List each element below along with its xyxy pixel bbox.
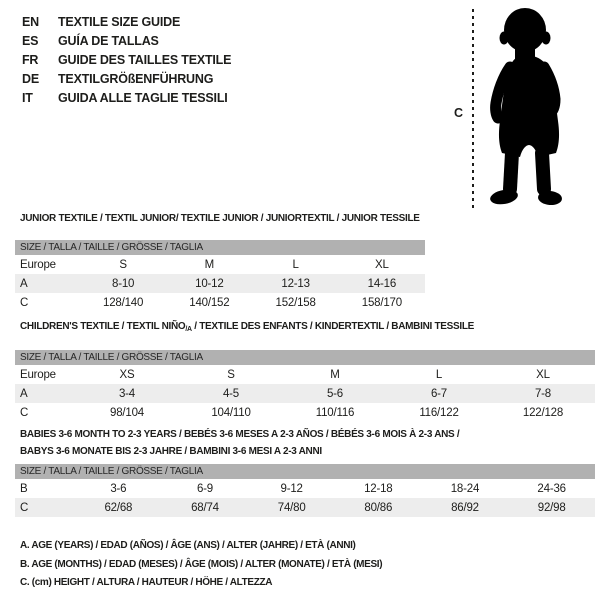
language-row — [22, 32, 231, 51]
section-title-subscript: /A — [185, 326, 192, 333]
footnote-line: C. (cm) HEIGHT / ALTURA / HAUTEUR / HÖHE / ALTEZZA — [20, 577, 273, 588]
language-code: EN — [22, 15, 39, 29]
language-label: TEXTILE SIZE GUIDE — [58, 15, 181, 29]
section-title — [15, 320, 595, 337]
language-code: DE — [22, 72, 39, 86]
language-label: GUIDA ALLE TAGLIE TESSILI — [58, 91, 228, 105]
value-cell: 98/104 — [110, 406, 144, 419]
babies-textile-section — [15, 426, 595, 517]
baby-silhouette-image — [482, 5, 578, 209]
size-table — [15, 255, 425, 312]
value-cell: S — [119, 258, 127, 271]
value-cell: 5-6 — [326, 387, 344, 400]
language-row — [22, 51, 231, 70]
table-row — [15, 479, 595, 498]
section-title — [15, 212, 425, 226]
row-label-cell: A — [20, 387, 28, 400]
language-code: FR — [22, 53, 39, 67]
value-cell: 4-5 — [222, 387, 240, 400]
value-cell: 110/116 — [315, 406, 355, 419]
section-title-text: CHILDREN'S TEXTILE / TEXTIL NIÑO — [20, 321, 186, 332]
value-cell: 9-12 — [280, 482, 303, 495]
value-cell: 8-10 — [112, 277, 135, 290]
section-title-line — [20, 426, 595, 443]
value-cell: 6-7 — [430, 387, 448, 400]
section-title — [15, 426, 595, 460]
value-cell: 7-8 — [534, 387, 552, 400]
language-label: TEXTILGRÖßENFÜHRUNG — [58, 72, 214, 86]
value-cell: M — [330, 368, 340, 381]
section-title-text: JUNIOR TEXTILE / TEXTIL JUNIOR/ TEXTILE JUNIOR / JUNIORTEXTIL / JUNIOR TESSILE — [20, 213, 420, 224]
childrens-textile-section — [15, 320, 595, 422]
language-row — [22, 13, 231, 32]
baby-silhouette — [482, 5, 578, 209]
value-cell: M — [204, 258, 215, 271]
size-header-bar: SIZE / TALLA / TAILLE / GRÖSSE / TAGLIA — [15, 350, 595, 365]
value-cell: 62/68 — [104, 501, 133, 514]
language-label: GUÍA DE TALLAS — [58, 34, 159, 48]
language-row — [22, 89, 231, 108]
table-row — [15, 384, 595, 403]
footnote-line: B. AGE (MONTHS) / EDAD (MESES) / ÂGE (MOIS) / ALTER (MONATE) / ETÀ (MESI) — [20, 558, 383, 570]
value-cell: 12-13 — [281, 277, 310, 290]
row-label-cell: Europe — [20, 258, 56, 271]
footnote-line: A. AGE (YEARS) / EDAD (AÑOS) / ÂGE (ANS) / ALTER (JAHRE) / ETÀ (ANNI) — [20, 540, 356, 551]
value-cell: 128/140 — [103, 296, 144, 309]
footnotes — [20, 537, 382, 593]
size-table — [15, 365, 595, 422]
value-cell: 10-12 — [195, 277, 224, 290]
value-cell: 92/98 — [537, 501, 566, 514]
value-cell: 122/128 — [522, 406, 564, 419]
value-cell: 68/74 — [191, 501, 219, 514]
language-code: IT — [22, 91, 33, 105]
section-title-text: BABYS 3-6 MONATE BIS 2-3 JAHRE / BAMBINI 3-6 MESI A 2-3 ANNI — [20, 446, 322, 457]
value-cell: XL — [375, 258, 389, 271]
value-cell: 116/122 — [419, 406, 459, 419]
row-label-cell: C — [20, 296, 29, 309]
junior-textile-section — [15, 212, 425, 312]
value-cell: XL — [536, 368, 550, 381]
value-cell: 152/158 — [275, 296, 316, 309]
value-cell: 80/86 — [364, 501, 393, 514]
table-row — [15, 274, 425, 293]
row-label-cell: A — [20, 277, 28, 290]
value-cell: 3-6 — [110, 482, 127, 495]
row-label-cell: Europe — [20, 368, 56, 381]
value-cell: 24-36 — [537, 482, 566, 495]
row-label-cell: B — [20, 482, 28, 495]
height-measure-line — [472, 9, 474, 208]
value-cell: S — [227, 368, 235, 381]
section-title-line — [20, 212, 425, 226]
size-header-bar: SIZE / TALLA / TAILLE / GRÖSSE / TAGLIA — [15, 240, 425, 255]
section-title-line — [20, 320, 595, 337]
section-title-text: BABIES 3-6 MONTH TO 2-3 YEARS / BEBÉS 3-6 MESES A 2-3 AÑOS / BÉBÉS 3-6 MOIS À 2-3 ANS / — [20, 429, 460, 440]
value-cell: 140/152 — [189, 296, 230, 309]
section-title-text: / TEXTILE DES ENFANTS / KINDERTEXTIL / BAMBINI TESSILE — [191, 321, 475, 332]
value-cell: L — [292, 258, 299, 271]
language-header — [22, 13, 231, 108]
value-cell: 18-24 — [450, 482, 480, 495]
value-cell: 86/92 — [451, 501, 479, 514]
value-cell: L — [435, 368, 443, 381]
table-row — [15, 255, 425, 274]
language-row — [22, 70, 231, 89]
language-code: ES — [22, 34, 39, 48]
table-row — [15, 498, 595, 517]
value-cell: 104/110 — [211, 406, 251, 419]
value-cell: 158/170 — [361, 296, 402, 309]
row-label-cell: C — [20, 406, 29, 419]
value-cell: XS — [119, 368, 135, 381]
size-header-bar: SIZE / TALLA / TAILLE / GRÖSSE / TAGLIA — [15, 464, 595, 479]
height-measure-label: C — [454, 106, 464, 120]
table-row — [15, 365, 595, 384]
value-cell: 14-16 — [367, 277, 397, 290]
size-table — [15, 479, 595, 517]
table-row — [15, 293, 425, 312]
table-row — [15, 403, 595, 422]
section-title-line — [20, 443, 595, 460]
value-cell: 3-4 — [118, 387, 136, 400]
language-label: GUIDE DES TAILLES TEXTILE — [58, 53, 232, 67]
value-cell: 6-9 — [196, 482, 213, 495]
row-label-cell: C — [20, 501, 29, 514]
value-cell: 12-18 — [364, 482, 393, 495]
value-cell: 74/80 — [277, 501, 306, 514]
